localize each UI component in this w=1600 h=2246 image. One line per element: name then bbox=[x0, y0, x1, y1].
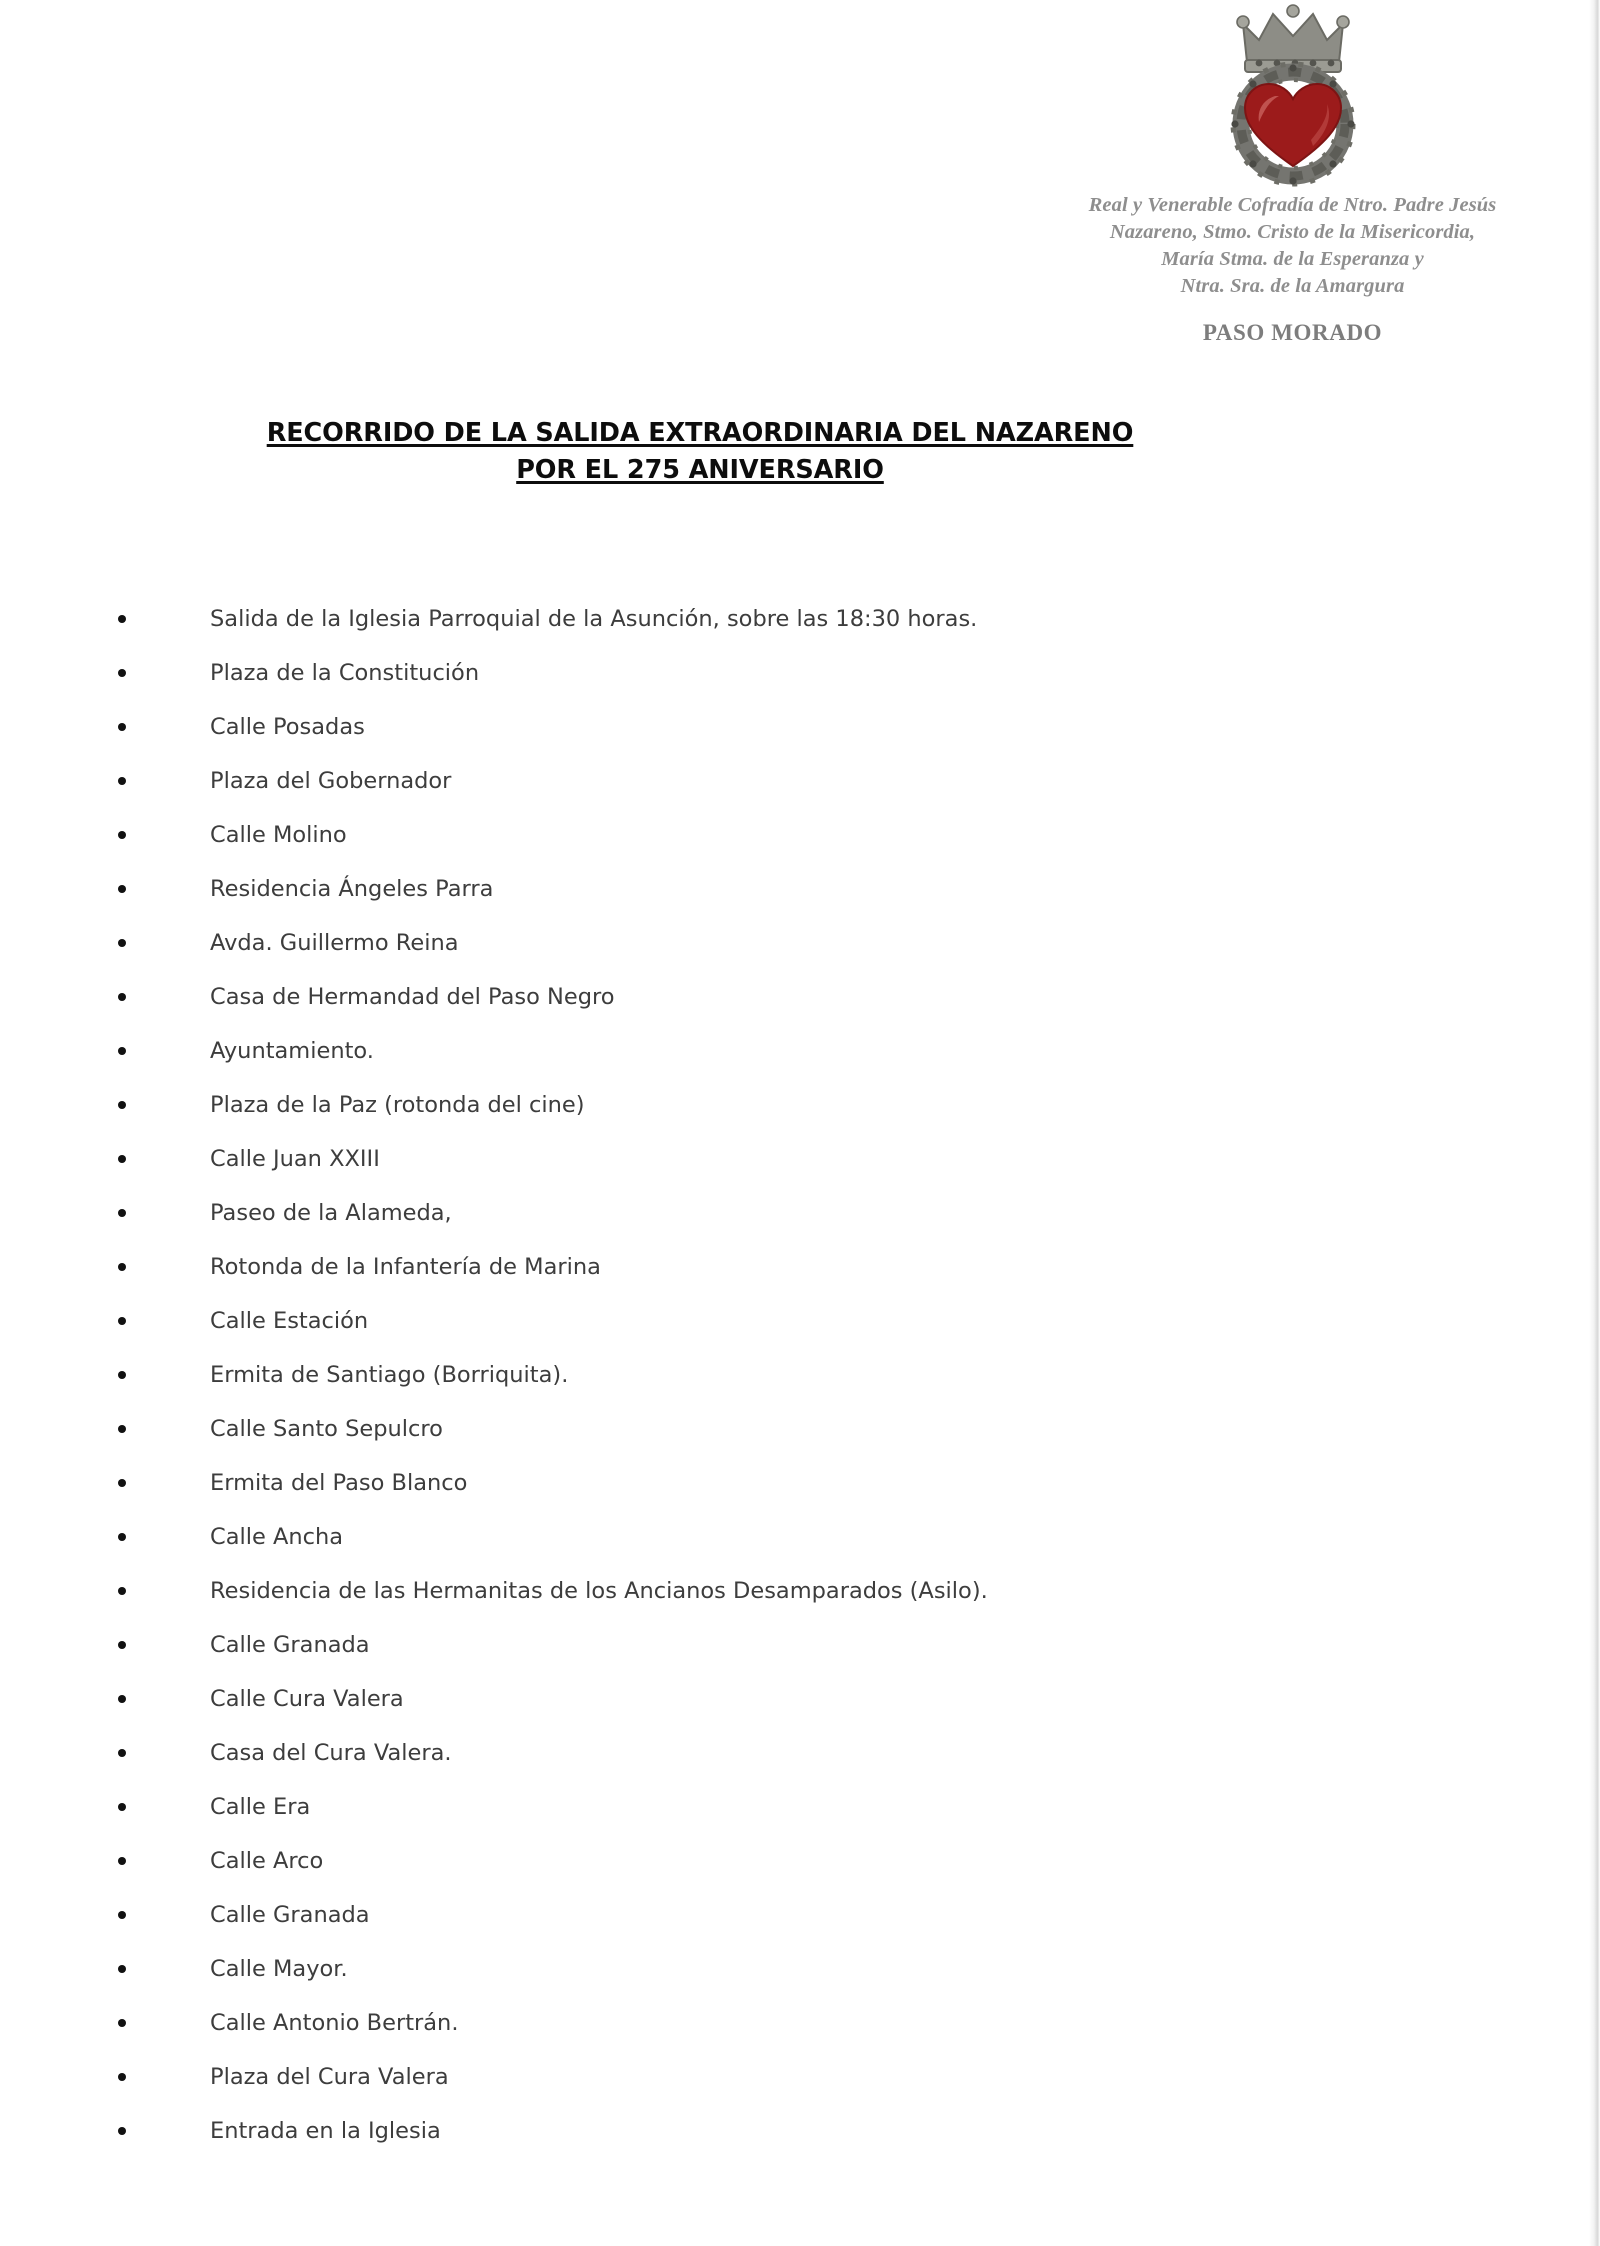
list-item bbox=[0, 2050, 1600, 2104]
bullet-icon bbox=[118, 1911, 126, 1919]
list-item bbox=[0, 1024, 1600, 1078]
bullet-icon bbox=[118, 723, 126, 731]
list-item bbox=[0, 1078, 1600, 1132]
bullet-icon bbox=[118, 1101, 126, 1109]
cofradia-name-line-4: Ntra. Sra. de la Amargura bbox=[1180, 275, 1405, 297]
bullet-icon bbox=[118, 1209, 126, 1217]
route-stop-label: Calle Ancha bbox=[210, 1524, 344, 1550]
list-item bbox=[0, 862, 1600, 916]
list-item bbox=[0, 1456, 1600, 1510]
route-stop-label: Calle Granada bbox=[210, 1902, 370, 1928]
bullet-icon bbox=[118, 615, 126, 623]
bullet-icon bbox=[118, 831, 126, 839]
list-item bbox=[0, 646, 1600, 700]
list-item bbox=[0, 1402, 1600, 1456]
cofradia-name-line-3: María Stma. de la Esperanza y bbox=[1161, 248, 1424, 270]
route-stop-label: Plaza del Cura Valera bbox=[210, 2064, 449, 2090]
bullet-icon bbox=[118, 1587, 126, 1595]
route-stop-label: Ayuntamiento. bbox=[210, 1038, 374, 1064]
route-stop-label: Calle Posadas bbox=[210, 714, 365, 740]
cofradia-crest-icon bbox=[1203, 0, 1383, 190]
bullet-icon bbox=[118, 1749, 126, 1757]
bullet-icon bbox=[118, 2127, 126, 2135]
list-item bbox=[0, 1132, 1600, 1186]
list-item bbox=[0, 1780, 1600, 1834]
route-stop-label: Calle Antonio Bertrán. bbox=[210, 2010, 459, 2036]
bullet-icon bbox=[118, 1533, 126, 1541]
bullet-icon bbox=[118, 885, 126, 893]
route-stop-label: Plaza de la Constitución bbox=[210, 660, 480, 686]
bullet-icon bbox=[118, 2073, 126, 2081]
route-stop-label: Calle Mayor. bbox=[210, 1956, 348, 1982]
route-stop-label: Calle Cura Valera bbox=[210, 1686, 404, 1712]
route-stop-label: Calle Estación bbox=[210, 1308, 369, 1334]
list-item bbox=[0, 970, 1600, 1024]
bullet-icon bbox=[118, 1641, 126, 1649]
list-item bbox=[0, 1996, 1600, 2050]
route-stop-label: Calle Molino bbox=[210, 822, 347, 848]
route-stop-label: Residencia de las Hermanitas de los Ancianos Desamparados (Asilo). bbox=[210, 1578, 988, 1604]
route-stop-label: Ermita de Santiago (Borriquita). bbox=[210, 1362, 569, 1388]
list-item bbox=[0, 1564, 1600, 1618]
bullet-icon bbox=[118, 1371, 126, 1379]
list-item bbox=[0, 1510, 1600, 1564]
bullet-icon bbox=[118, 1695, 126, 1703]
bullet-icon bbox=[118, 1425, 126, 1433]
bullet-icon bbox=[118, 669, 126, 677]
route-stop-label: Paseo de la Alameda, bbox=[210, 1200, 452, 1226]
bullet-icon bbox=[118, 1479, 126, 1487]
route-stop-label: Salida de la Iglesia Parroquial de la Asunción, sobre las 18:30 horas. bbox=[210, 606, 978, 632]
list-item bbox=[0, 1672, 1600, 1726]
route-stop-label: Casa de Hermandad del Paso Negro bbox=[210, 984, 615, 1010]
route-stop-label: Calle Juan XXIII bbox=[210, 1146, 380, 1172]
route-stop-label: Entrada en la Iglesia bbox=[210, 2118, 441, 2144]
route-stop-label: Calle Santo Sepulcro bbox=[210, 1416, 443, 1442]
route-stop-label: Calle Granada bbox=[210, 1632, 370, 1658]
page-title-line-1: RECORRIDO DE LA SALIDA EXTRAORDINARIA DEL NAZARENO bbox=[266, 418, 1134, 448]
list-item bbox=[0, 1726, 1600, 1780]
list-item bbox=[0, 1618, 1600, 1672]
list-item bbox=[0, 700, 1600, 754]
bullet-icon bbox=[118, 777, 126, 785]
cofradia-name bbox=[1020, 192, 1565, 300]
page-title bbox=[110, 415, 1290, 489]
list-item bbox=[0, 1348, 1600, 1402]
bullet-icon bbox=[118, 2019, 126, 2027]
route-stop-label: Calle Arco bbox=[210, 1848, 324, 1874]
list-item bbox=[0, 1888, 1600, 1942]
list-item bbox=[0, 592, 1600, 646]
list-item bbox=[0, 808, 1600, 862]
list-item bbox=[0, 1240, 1600, 1294]
list-item bbox=[0, 1942, 1600, 1996]
bullet-icon bbox=[118, 1047, 126, 1055]
route-stop-label: Casa del Cura Valera. bbox=[210, 1740, 452, 1766]
page-title-line-2: POR EL 275 ANIVERSARIO bbox=[516, 455, 884, 485]
route-stop-label: Rotonda de la Infantería de Marina bbox=[210, 1254, 601, 1280]
bullet-icon bbox=[118, 1857, 126, 1865]
route-stop-label: Calle Era bbox=[210, 1794, 311, 1820]
list-item bbox=[0, 916, 1600, 970]
cofradia-name-line-1: Real y Venerable Cofradía de Ntro. Padre Jesús bbox=[1088, 194, 1497, 216]
bullet-icon bbox=[118, 1263, 126, 1271]
route-stop-label: Plaza del Gobernador bbox=[210, 768, 452, 794]
list-item bbox=[0, 2104, 1600, 2158]
bullet-icon bbox=[118, 1155, 126, 1163]
cofradia-name-line-2: Nazareno, Stmo. Cristo de la Misericordia, bbox=[1109, 221, 1476, 243]
route-list bbox=[0, 592, 1600, 2158]
bullet-icon bbox=[118, 939, 126, 947]
paso-label: PASO MORADO bbox=[1202, 320, 1383, 345]
route-stop-label: Ermita del Paso Blanco bbox=[210, 1470, 468, 1496]
bullet-icon bbox=[118, 1803, 126, 1811]
bullet-icon bbox=[118, 993, 126, 1001]
document-header bbox=[1020, 0, 1565, 346]
route-stop-label: Residencia Ángeles Parra bbox=[210, 876, 494, 902]
bullet-icon bbox=[118, 1965, 126, 1973]
list-item bbox=[0, 1294, 1600, 1348]
bullet-icon bbox=[118, 1317, 126, 1325]
route-stop-label: Plaza de la Paz (rotonda del cine) bbox=[210, 1092, 585, 1118]
list-item bbox=[0, 754, 1600, 808]
route-stop-label: Avda. Guillermo Reina bbox=[210, 930, 459, 956]
list-item bbox=[0, 1834, 1600, 1888]
list-item bbox=[0, 1186, 1600, 1240]
